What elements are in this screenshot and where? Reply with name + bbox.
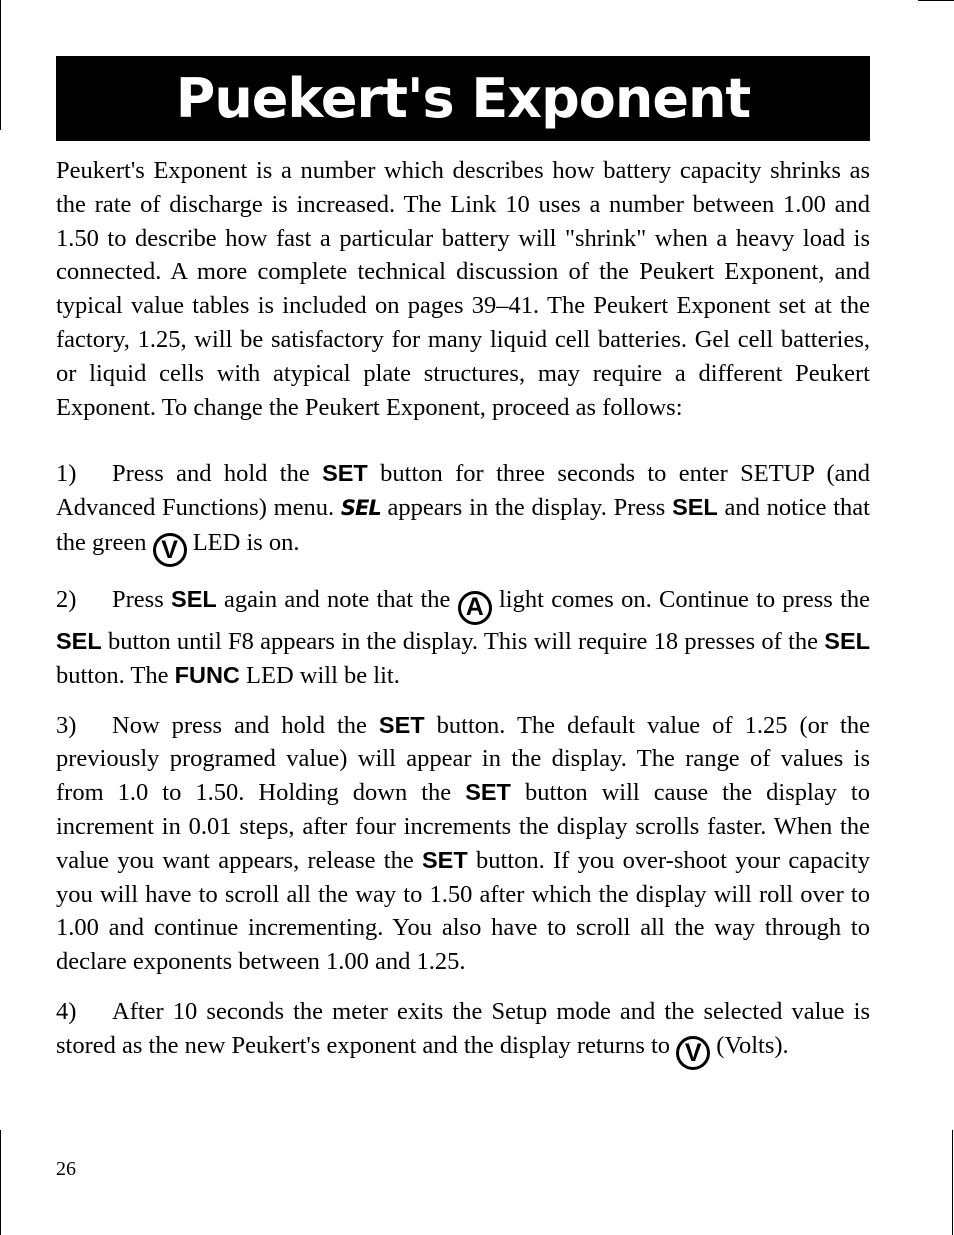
step-text: again and note that the xyxy=(216,586,458,614)
step-text: button. The xyxy=(56,661,175,689)
volts-led-icon: V xyxy=(153,533,187,567)
crop-mark-bottom-left xyxy=(0,1130,1,1235)
set-key-label: SET xyxy=(378,711,425,738)
set-key-label: SET xyxy=(322,460,368,487)
step-2 xyxy=(56,583,870,692)
page-title: Puekert's Exponent xyxy=(175,66,751,130)
func-key-label: FUNC xyxy=(174,661,240,688)
step-text: After 10 seconds the meter exits the Setup mode and the selected value is stored as the new Peukert's exponent and the display returns to xyxy=(56,997,870,1059)
crop-mark-top-right xyxy=(918,0,954,1)
step-text: and notice that the green xyxy=(56,494,870,556)
step-3 xyxy=(56,709,870,979)
display-readout-sel: SEL xyxy=(340,496,381,521)
sel-key-label: SEL xyxy=(824,627,870,654)
step-text: (Volts). xyxy=(710,1031,789,1059)
step-number: 2) xyxy=(56,586,77,614)
body-text xyxy=(56,154,870,1086)
title-banner xyxy=(56,56,870,141)
crop-mark-top-left xyxy=(0,0,1,130)
sel-key-label: SEL xyxy=(171,586,217,613)
step-text: button. If you over-shoot your capacity you will have to scroll all the way to 1.50 after which the display will roll over to 1.00 and continue incrementing. You also have to scroll all the way through to declare exponents between 1.00 and 1.25. xyxy=(56,846,870,976)
step-text: button will cause the display to increment in 0.01 steps, after four increments the display scrolls faster. When the value you want appears, release the xyxy=(56,779,870,874)
step-text: LED will be lit. xyxy=(239,661,400,689)
set-key-label: SET xyxy=(465,779,511,806)
step-text: button. The default value of 1.25 (or the previously programed value) will appear in the display. The range of values is from 1.0 to 1.50. Holding down the xyxy=(56,711,870,807)
page-number: 26 xyxy=(56,1158,76,1180)
set-key-label: SET xyxy=(421,846,468,873)
amps-led-icon: A xyxy=(458,591,492,625)
step-4 xyxy=(56,995,870,1070)
sel-key-label: SEL xyxy=(56,627,102,654)
volts-led-icon: V xyxy=(676,1036,710,1070)
step-text: Press xyxy=(112,586,172,614)
step-number: 4) xyxy=(56,997,77,1025)
step-text: LED is on. xyxy=(186,528,300,556)
step-text: Press and hold the xyxy=(112,460,323,488)
step-text: Now press and hold the xyxy=(112,711,379,739)
step-number: 1) xyxy=(56,460,77,488)
step-number: 3) xyxy=(56,711,77,739)
sel-key-label: SEL xyxy=(672,494,718,521)
step-text: appears in the display. Press xyxy=(380,494,673,522)
crop-mark-bottom-right xyxy=(952,1130,953,1235)
intro-paragraph: Peukert's Exponent is a number which describes how battery capacity shrinks as the rate of discharge is increased. The Link 10 uses a number between 1.00 and 1.50 to describe how fast a particular battery will "shrink" when a heavy load is connected. A more complete technical discussion of the Peukert Exponent, and typical value tables is included on pages 39–41. The Peukert Exponent set at the factory, 1.25, will be satisfactory for many liquid cell batteries. Gel cell batteries, or liquid cells with atypical plate structures, may require a different Peukert Exponent. To change the Peukert Exponent, proceed as follows: xyxy=(56,157,870,421)
step-text: button for three seconds to enter SETUP (and Advanced Functions) menu. xyxy=(56,460,870,522)
step-text: light comes on. Continue to press the xyxy=(491,586,870,614)
step-1 xyxy=(56,457,870,567)
step-text: button until F8 appears in the display. This will require 18 presses of the xyxy=(101,627,825,655)
